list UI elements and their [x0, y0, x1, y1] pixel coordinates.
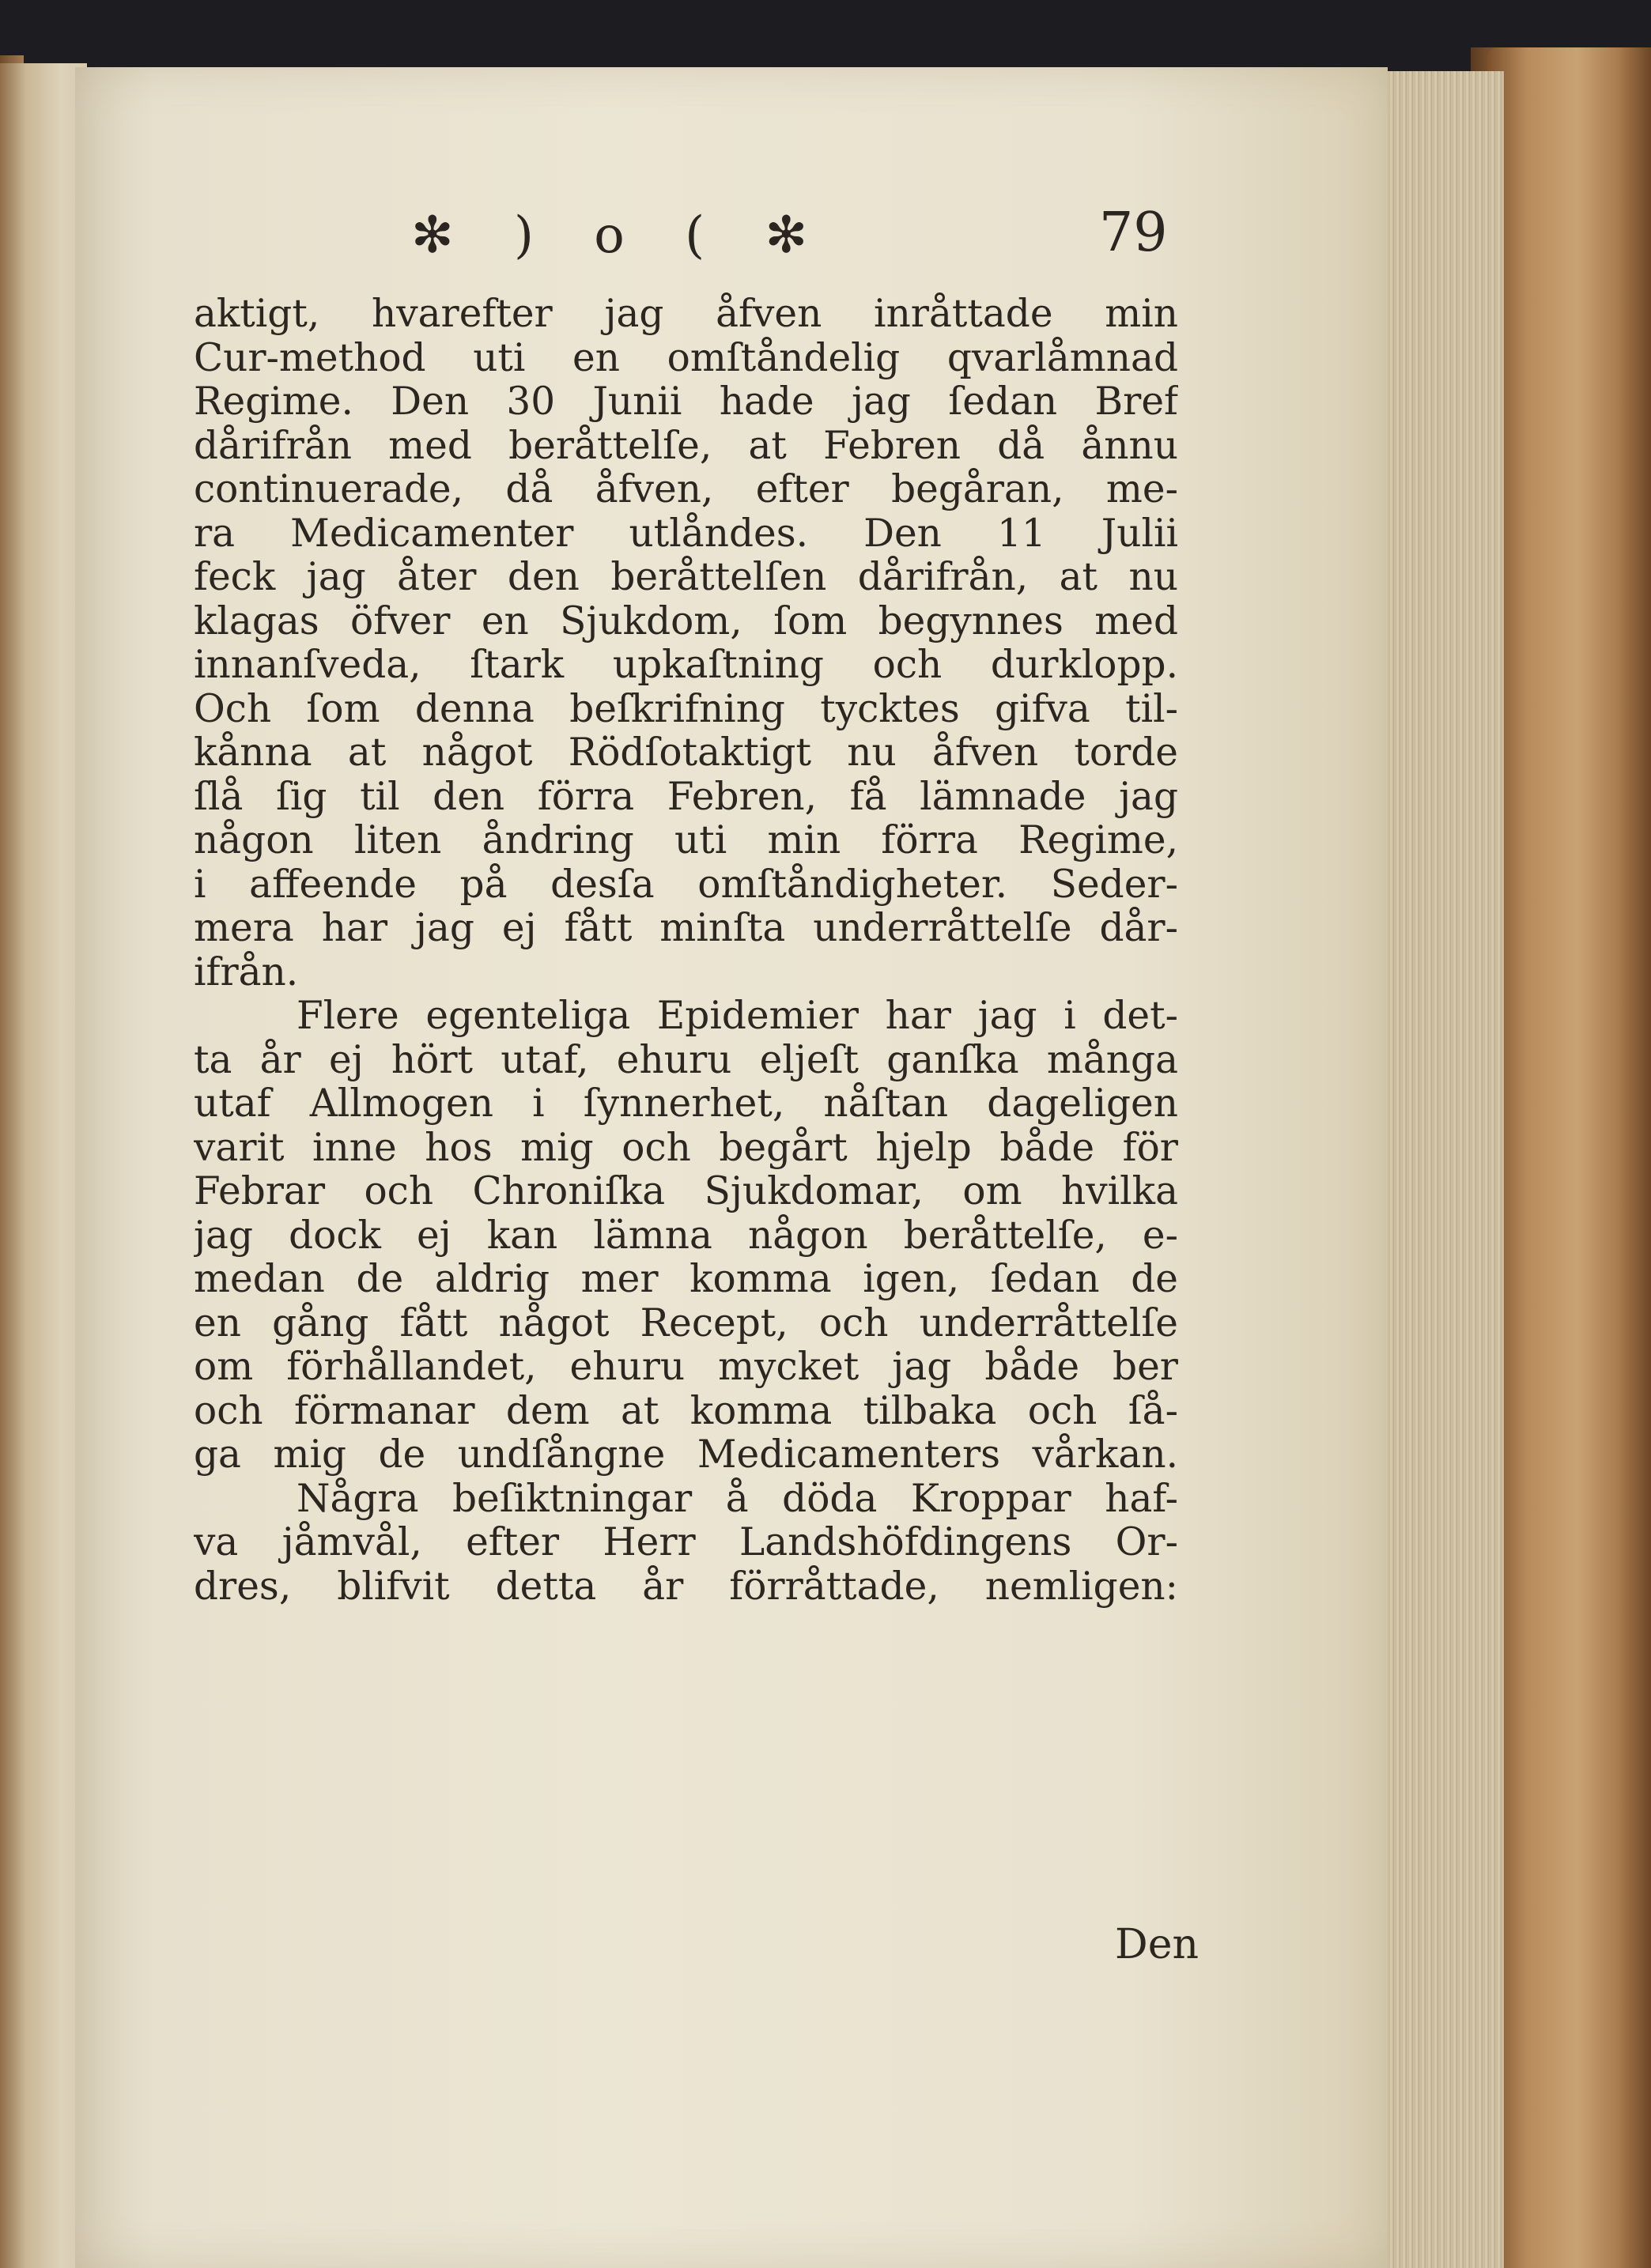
text-line: innanſveda, ſtark upkaſtning och durklopp.: [194, 643, 1178, 687]
text-line: i affeende på desſa omſtåndigheter. Seder-: [194, 862, 1178, 907]
text-line: jag dock ej kan lämna någon beråttelſe, e-: [194, 1213, 1178, 1258]
text-line: kånna at något Rödſotaktigt nu åfven torde: [194, 731, 1178, 775]
text-line: ta år ej hört utaf, ehuru eljeſt ganſka många: [194, 1038, 1178, 1082]
text-line: varit inne hos mig och begårt hjelp både för: [194, 1126, 1178, 1170]
text-line: mera har jag ej fått minſta underråttelſe dår-: [194, 907, 1178, 950]
text-line: om förhållandet, ehuru mycket jag både ber: [194, 1345, 1178, 1389]
text-line: feck jag åter den beråttelſen dårifrån, at nu: [194, 556, 1178, 599]
text-line: ifrån.: [194, 950, 299, 994]
text-line: Cur-method uti en omſtåndelig qvarlåmnad: [194, 336, 1178, 380]
leather-cover: [1487, 47, 1651, 2268]
text-line: va jåmvål, efter Herr Landshöfdingens Or-: [194, 1521, 1178, 1564]
paragraph-start-line: Några beſiktningar å döda Kroppar haf-: [297, 1477, 1178, 1521]
text-line: dres, blifvit detta år förråttade, nemligen:: [194, 1564, 1178, 1609]
text-line: en gång fått något Recept, och underråttelſe: [194, 1301, 1178, 1345]
body-text: [194, 292, 1178, 1609]
text-line: och förmanar dem at komma tilbaka och ſå-: [194, 1389, 1178, 1433]
text-line: Regime. Den 30 Junii hade jag ſedan Bref: [194, 380, 1178, 424]
page-header: [411, 202, 1202, 289]
header-ornament: ✻ ) o ( ✻: [411, 206, 830, 265]
text-line: någon liten åndring uti min förra Regime,: [194, 819, 1178, 862]
text-line: dårifrån med beråttelſe, at Febren då ånnu: [194, 424, 1178, 468]
text-line: Och ſom denna beſkrifning tycktes gifva til-: [194, 687, 1178, 731]
text-line: ra Medicamenter utlåndes. Den 11 Julii: [194, 511, 1178, 556]
text-line: Febrar och Chroniſka Sjukdomar, om hvilka: [194, 1170, 1178, 1213]
page-number: 79: [1099, 202, 1168, 264]
paragraph-start-line: Flere egenteliga Epidemier har jag i det-: [297, 994, 1178, 1038]
text-line: ſlå ſig til den förra Febren, få lämnade jag: [194, 775, 1178, 819]
text-line: continuerade, då åfven, efter begåran, me-: [194, 468, 1178, 511]
text-line: utaf Allmogen i ſynnerhet, nåſtan dageligen: [194, 1082, 1178, 1126]
text-line: klagas öfver en Sjukdom, ſom begynnes med: [194, 599, 1178, 643]
text-line: medan de aldrig mer komma igen, ſedan de: [194, 1258, 1178, 1301]
left-page-edge: [0, 63, 87, 2268]
text-line: ga mig de undſångne Medicamenters vårkan.: [194, 1433, 1178, 1477]
text-line: aktigt, hvarefter jag åfven inråttade min: [194, 292, 1178, 336]
page-edges: [1376, 71, 1504, 2268]
catchword: Den: [1115, 1921, 1199, 1968]
